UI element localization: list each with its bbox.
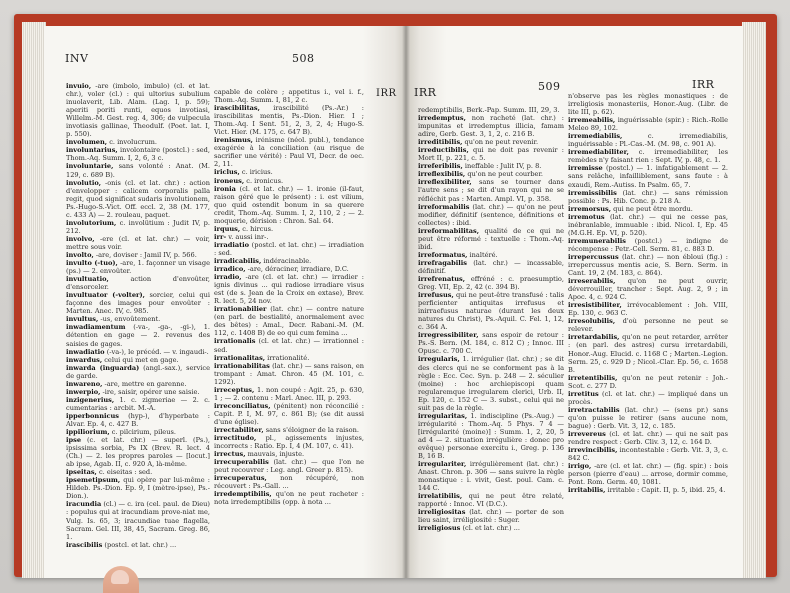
dictionary-column-3 — [418, 106, 564, 546]
entry-headword: irregularitas, — [418, 411, 468, 420]
entry-headword: irreconciliatus, — [214, 401, 271, 410]
entry-headword: irradiatio — [214, 240, 250, 249]
entry-definition: incontestable : Gerb. Vit. 3, 3, c. 842 C. — [568, 446, 728, 463]
entry-headword: irradio, — [214, 273, 242, 282]
entry-headword: irremediabiliter, — [568, 148, 629, 157]
dictionary-entry — [418, 291, 564, 331]
entry-headword: irresistibiliter, — [568, 301, 622, 310]
entry-definition: inguérissable (spir.) : Rich.-Rolle Meleo 89, 102. — [568, 116, 728, 133]
entry-headword: irremorsus, — [568, 204, 612, 213]
dictionary-entry — [214, 490, 364, 506]
entry-headword: irresolubilis, — [568, 317, 616, 326]
dictionary-entry — [568, 92, 728, 116]
entry-definition: (lat. chr.) — (sens pr.) sans qu'on puisse le retirer (sans aucune nom, bague) : Gerb. Vit. 3, 12, c. 185. — [568, 405, 728, 430]
entry-headword: inzigenerius, — [66, 395, 115, 404]
entry-definition: (lat. chr.) — qui ne cesse pas, inébranlable, immuable : ibid. Nicol. I, Ep. 45 (M.G.H. Ep. VI, p. 520). — [568, 212, 728, 237]
dictionary-entry — [66, 412, 210, 428]
entry-definition: (cl. et lat. chr.) — qui ne sait pas rendre respect : Gerb. Cliv. 3, 12, c. 164 D. — [568, 429, 728, 447]
dictionary-column-4 — [568, 92, 728, 540]
entry-definition: (pénitent) non réconcilié : Capit. P. I, M. 97, c. 861 B); (se dit aussi d'une église). — [214, 401, 364, 426]
entry-headword: irrationabilier — [214, 305, 267, 314]
entry-definition: irrégulièrement (lat. chr.) : Anast. Chron. p. 306 — sans suivre la règle monastique : i. vivit, Gest. poul. Cam. c. 144 C. — [418, 460, 564, 493]
entry-definition: c. eiseitas : sed. — [96, 468, 153, 477]
dictionary-entry — [66, 348, 210, 356]
entry-headword: irradico, — [214, 265, 246, 274]
dictionary-entry — [66, 275, 210, 291]
entry-headword: inwardus, — [66, 355, 103, 364]
entry-headword: irremeabilis, — [568, 116, 616, 125]
entry-definition: c. involütium : Judit IV, p. 212. — [66, 218, 210, 235]
entry-headword: irreformabilitas, — [418, 226, 480, 235]
entry-headword: inwadiatio — [66, 347, 105, 356]
dictionary-entry — [66, 235, 210, 251]
entry-headword: involumen, — [66, 138, 108, 147]
entry-headword: irascibilis — [66, 540, 103, 549]
dictionary-entry — [66, 380, 210, 388]
entry-definition: (-va-), le précéd. — v. ingaudi-. — [104, 347, 209, 356]
entry-headword: invultus, — [66, 315, 99, 324]
entry-definition: 1. indiscipline (Ps.-Aug.) — irrégularité : Thom.-Aq. 5 Phys. 7 4 — [irrégularité (moine)] : Summ. 1, 2, 20, 5 ad 4 — 2. situation irrégulière : donec pro evêque) personae exercitu i., Greg. p. 136 B, 16 B. — [418, 411, 564, 461]
dictionary-entry — [214, 458, 364, 474]
entry-definition: non récupéré, non récouvert : Ps.-Gall. ... — [214, 474, 364, 491]
entry-definition: indéracinable. — [261, 256, 312, 265]
dictionary-entry — [66, 468, 210, 476]
dictionary-entry — [66, 259, 210, 275]
dictionary-entry — [66, 323, 210, 347]
dictionary-entry — [418, 170, 564, 178]
entry-headword: irrationabilitas — [214, 361, 270, 370]
entry-definition: qu'on ne peut retarder, arrêter : (en parl. des astres) cursu irretardabili, Honor.-Aug. Elucid. c. 1168 C ; Marten.-Legion. Serm. 25, c. 929 D ; Nicol.-Clar. Ep. 56, c. 1658 B. — [568, 333, 728, 374]
entry-definition: (c. et lat. chr.) — superl. (Ps.), ipsissima sorbia, Ps IX (Brev. R. lect. 4 (Ch.) — 2. les propres paroles — [locut.] ab ipse, Agab. II, c. 920 A, là-même. — [66, 436, 210, 469]
entry-headword: ipperbonnicus — [66, 411, 120, 420]
dictionary-entry — [418, 460, 564, 492]
dictionary-entry — [568, 374, 728, 390]
entry-definition: inaltéré. — [467, 250, 498, 259]
dictionary-entry — [568, 132, 728, 148]
entry-headword: involutorium, — [66, 218, 117, 227]
dictionary-entry — [214, 265, 364, 273]
entry-definition: (hyp-), d'hyperbate : Alvar. Ep. 4, c. 427 B. — [66, 411, 210, 428]
entry-definition: (lat. chr.) — sans rémission possible : Ps. Hib. Conc. p. 218 A. — [568, 188, 728, 205]
entry-headword: iriclus, — [214, 168, 240, 177]
entry-headword: ipseitas, — [66, 468, 97, 477]
dictionary-entry — [66, 219, 210, 235]
entry-definition: 1. c. zigmeriae — 2. c. cumentarias : arcbit. M.-A. — [66, 395, 210, 412]
entry-headword: irrecuperatus, — [214, 474, 267, 483]
dictionary-entry — [214, 426, 364, 434]
entry-definition: d'où personne ne peut se relever. — [568, 317, 728, 334]
entry-headword: irreceptus, — [214, 385, 255, 394]
entry-headword: irr- — [214, 232, 227, 241]
dictionary-entry — [418, 275, 564, 291]
dictionary-entry — [66, 396, 210, 412]
entry-definition: effréné : c. praesumptio, Greg. VII, Ep. 2, 42 (c. 394 B). — [418, 274, 564, 292]
entry-headword: irretractabilis — [568, 405, 620, 414]
entry-definition: (lat. chr.) — porter de son lieu saint, irréligiosité : Suger. — [418, 508, 564, 525]
dictionary-entry — [66, 388, 210, 396]
entry-headword: ippiliorium, — [66, 428, 110, 437]
entry-definition: c. pilcirium, pileus. — [109, 428, 176, 437]
dictionary-entry — [418, 524, 564, 532]
entry-definition: redemptibilis, Berk.-Pap. Summ. III, 29, 3. — [418, 106, 560, 114]
entry-definition: qui ne peut-être transfusé : talis perficienter antiquitas irrefusus et inirraefusus naturae (durant les deux natures du Christ), Ps.-Aquil. C. Fel. 1, 12, c. 364 A. — [418, 291, 564, 332]
dictionary-entry — [214, 185, 364, 225]
entry-definition: c. ironicus. — [244, 176, 284, 185]
entry-headword: irreflexibilis, — [418, 170, 466, 179]
entry-headword: irrigo, — [568, 462, 592, 471]
entry-definition: -onis (cl. et lat. chr.) : action d'envelopper : calicem corporalis palla regit, quod significat sudaris involutionem, Ps.-Hugo-S.-Vict. Off. eccl. 2, 38 (M. 177, c. 433 A) — 2. rouleau, paquet. — [66, 178, 210, 219]
entry-headword: irreditibilis, — [418, 138, 463, 147]
right-page-number: 509 — [538, 80, 561, 93]
dictionary-entry — [418, 227, 564, 251]
dictionary-entry — [568, 189, 728, 205]
dictionary-entry — [214, 168, 364, 176]
entry-definition: qu'on ne peut courber. — [465, 170, 543, 179]
entry-definition: capable de colère ; appetitus i., vel i. f., Thom.-Aq. Summ. I, 81, 2 c. — [214, 88, 364, 105]
entry-headword: invuio, — [66, 82, 92, 90]
entry-headword: irrevincibilis, — [568, 446, 618, 455]
dictionary-entry — [568, 205, 728, 213]
entry-definition: qu'on ne peut ouvrir, déverrouiller, trancher : Sept. Aug. 2, 9 ; in Apoc. 4, c. 924 C. — [568, 277, 728, 302]
dictionary-entry — [66, 146, 210, 162]
dictionary-entry — [568, 430, 728, 446]
entry-definition: (cl. et lat. chr.) ... — [460, 524, 521, 533]
dictionary-entry — [418, 138, 564, 146]
entry-definition: (cl. et lat. chr.) — irrationnel : sed. — [214, 337, 364, 354]
dictionary-entry — [418, 331, 564, 355]
entry-definition: ineffable : Julit IV, p. 8. — [462, 162, 542, 171]
entry-headword: irrefragabilis — [418, 258, 467, 267]
entry-definition: (lat. chr.) — contre nature (en parl. de bestialité, anormalement avec des bêtes) : Amal., Decr. Rabani.-M. (M. 112, c. 1408 B) de eo qui cum femina ... — [214, 305, 364, 338]
entry-definition: (angl.-sax.), service de garde. — [66, 363, 210, 380]
entry-definition: -us, envoûtement. — [98, 315, 161, 324]
entry-headword: irradicabilis, — [214, 256, 262, 265]
dictionary-entry — [214, 225, 364, 233]
entry-headword: irrectabiliter, — [214, 425, 264, 434]
entry-definition: v. aussi inr-. — [226, 232, 269, 241]
entry-headword: irrevereus — [568, 429, 606, 438]
entry-definition: c. hircus. — [240, 224, 274, 233]
entry-headword: irrelatibilis, — [418, 492, 463, 501]
dictionary-entry — [66, 436, 210, 468]
entry-definition: sans s'éloigner de la raison. — [263, 425, 359, 434]
entry-definition: n'observe pas les règles monastiques : de irreligiosis monasteriis, Honor.-Aug. (Libr. de lite III, p. 62). — [568, 92, 728, 117]
entry-headword: irredemptibilis, — [214, 490, 272, 499]
entry-definition: qui ne peut être relaté, rapporté : Innoc. VI (D.C.). — [418, 492, 564, 509]
dictionary-entry — [418, 259, 564, 275]
entry-definition: pl., agissements injustes, incorrects : Ratio. Ep. I, 4 (M. 107, c. 41). — [214, 434, 364, 451]
dictionary-entry — [66, 356, 210, 364]
dictionary-entry — [214, 386, 364, 402]
entry-headword: irrefusus, — [418, 291, 454, 300]
dictionary-entry — [418, 203, 564, 227]
entry-headword: invulto (-tuo), — [66, 259, 118, 268]
left-guide-word: INV — [65, 52, 89, 65]
entry-headword: involutio, — [66, 178, 102, 187]
entry-headword: ironia — [214, 184, 236, 193]
entry-definition: (cl. et lat. chr.) — impliqué dans un procès. — [568, 389, 728, 406]
dictionary-entry — [568, 301, 728, 317]
entry-definition: -ere (cl. et lat. chr.) — voir, mettre sous voir. — [66, 234, 210, 251]
dictionary-entry — [214, 362, 364, 386]
entry-definition: non racheté (lat. chr.) : impunitas et irredemptus illicia, famam adire, Gerb. Gest. 3, 1, 2, c. 216 B. — [418, 114, 564, 139]
dictionary-entry — [66, 428, 210, 436]
left-page-edges — [22, 22, 46, 578]
dictionary-entry — [66, 315, 210, 323]
entry-definition: -are (cl. et lat. chr.) — irradier : ignis divinus ... qui radiose irradiare visus est (de s. Jean de la Croix en extase), Brev. R. lect. 5, 24 nov. — [214, 273, 364, 306]
entry-headword: irrationalitas, — [214, 353, 266, 362]
dictionary-entry — [568, 333, 728, 373]
entry-headword: involto, — [66, 250, 94, 259]
entry-definition: irrationalité. — [265, 353, 310, 362]
dictionary-entry — [66, 138, 210, 146]
entry-headword: irrectus, — [214, 450, 246, 459]
dictionary-entry — [568, 446, 728, 462]
entry-definition: (cl. et lat. chr.) — 1. ironie (il-faut, raison géré que le présent) : i. est vilium, quo quid ostendit bonum in sa querere credit, Thom.-Aq. Summ. I, 2, 110, 2 ; — 2. moquerie, dérision : Chron. Sal. 64. — [214, 184, 364, 225]
dictionary-entry — [418, 146, 564, 162]
dictionary-entry — [66, 82, 210, 138]
dictionary-entry — [418, 106, 564, 114]
entry-headword: involuntarius, — [66, 146, 118, 155]
entry-definition: mauvais, injuste. — [245, 450, 305, 459]
dictionary-entry — [214, 337, 364, 353]
entry-definition: (cl.) — c. ira (cel. paul. de Dieu) : populus qui at iracundiam prove-niat me, Vulg. Is. 65, 3; iracundiae tuae flagella, Sacram. Gel. III, 38, 45, Sacram. Greg. 86, 1. — [66, 500, 210, 541]
dictionary-entry — [418, 114, 564, 138]
entry-headword: irredemptus, — [418, 114, 466, 123]
entry-headword: irrefrenatus, — [418, 274, 466, 283]
entry-headword: irregressibiliter, — [418, 331, 479, 340]
entry-headword: irreformabilis — [418, 202, 470, 211]
entry-headword: invultuatio, — [66, 275, 109, 284]
entry-definition: (lat. chr.) — qu'on ne peut modifier, définitif (sentence, définitions et collectes) : ibid. — [418, 202, 564, 227]
entry-headword: irreserabilis, — [568, 277, 616, 286]
right-page-edges — [742, 22, 766, 578]
entry-definition: (lat. chr.) — sans raison, en trompant : Amat. Chron. 45 (M. 101, c. 1292). — [214, 361, 364, 386]
entry-definition: action d'envoûter, d'ensorceler. — [66, 275, 210, 292]
entry-headword: inwareno, — [66, 379, 103, 388]
entry-definition: involontaire (postcl.) : sed, Thom.-Aq. Summ. I, 2, 6, 3 c. — [66, 146, 210, 163]
dictionary-entry — [214, 88, 364, 104]
dictionary-entry — [568, 164, 728, 188]
right-guide-word: IRR — [414, 86, 437, 99]
entry-definition: -ire, saisir, opérer une saisie. — [100, 387, 200, 396]
entry-headword: irreligiositas — [418, 508, 466, 517]
entry-headword: inwadiamentum — [66, 323, 126, 332]
entry-headword: involuntarie, — [66, 162, 114, 171]
entry-headword: irreformatus, — [418, 250, 468, 259]
entry-definition: -are, 1. façonner un visage (ps.) — 2. envoûter. — [66, 259, 210, 276]
dictionary-entry — [568, 390, 728, 406]
entry-headword: irrationalis — [214, 337, 256, 346]
entry-definition: qui ne doit pas revenir : Mort II, p. 221, c. 5. — [418, 146, 564, 163]
dictionary-entry — [214, 177, 364, 185]
entry-definition: (postcl. et lat. chr.) — irradiation : sed. — [214, 240, 364, 257]
entry-definition: c. irremediabilis, inguérissable : Pl.-Cas.-M. (M. 98, c. 901 A). — [568, 132, 728, 149]
dictionary-entry — [214, 450, 364, 458]
entry-definition: (lat. chr.) — incassable, définitif. — [418, 258, 564, 275]
dictionary-entry — [568, 148, 728, 164]
entry-headword: ipsemetipsum, — [66, 476, 121, 485]
dictionary-entry — [66, 364, 210, 380]
dictionary-entry — [568, 462, 728, 486]
dictionary-entry — [214, 241, 364, 257]
dictionary-entry — [214, 257, 364, 265]
entry-headword: irremunerabilis — [568, 236, 626, 245]
dictionary-entry — [418, 355, 564, 411]
entry-definition: 1. irrégulier (lat. chr.) ; se dit des clercs qui ne se conforment pas à la règle : Ecc. Cec. Syn. p. 248 — 2. séculier (moine) : hoc archiepiscopi quam regularemque irregularem clerici, Urb. II, Ep. 120, c. 152 C — 3. subst., celui qui ne suit pas de la règle. — [418, 355, 564, 412]
entry-definition: celui qui met en gage. — [102, 355, 179, 364]
entry-definition: (postcl.) — 1. infatigablement — 2. sans relâche, infailliblement, sans faute : à exaudi, Rem.-Autiss. In Psalm. 65, 7. — [568, 164, 728, 189]
dictionary-entry — [568, 406, 728, 430]
dictionary-entry — [568, 486, 728, 494]
entry-headword: irquus, — [214, 224, 241, 233]
dictionary-entry — [418, 251, 564, 259]
entry-headword: irretardabilis, — [568, 333, 620, 342]
entry-headword: inwerpio, — [66, 387, 101, 396]
entry-definition: irénisme (néol. publ.), tendance exagérée à la conciliation (au risque de sacrifier une vérité) : Paul VI, Decr. de oec. 2, 11. — [214, 136, 364, 169]
entry-headword: ironeus, — [214, 176, 245, 185]
entry-headword: irregulariter, — [418, 460, 467, 469]
entry-headword: irregularis, — [418, 355, 460, 364]
entry-headword: ipse — [66, 436, 82, 445]
entry-definition: irascibilité (Ps.-Ar.) : irascibilitas mentis, Ps.-Dion. Hier. I ; Thom.-Aq. I Sent. 51, 2, 3, 2, 4; Hugo-S. Vict. Hier. (M. 175, c. 647 B). — [214, 104, 364, 137]
entry-headword: irretentibilis, — [568, 373, 618, 382]
dictionary-entry — [568, 116, 728, 132]
dictionary-column-1 — [66, 82, 210, 550]
dictionary-entry — [418, 492, 564, 508]
entry-headword: iracundia — [66, 500, 102, 509]
entry-definition: c. irremediabiliter, les remèdes n'y faisant rien : Sept. IV, p. 48, c. 1. — [568, 148, 728, 165]
entry-headword: irrectitudo, — [214, 434, 257, 443]
entry-headword: irretitus — [568, 389, 599, 398]
entry-headword: irremissibilis — [568, 188, 617, 197]
entry-headword: irremotus — [568, 212, 605, 221]
entry-headword: irrecuperabilis — [214, 458, 269, 467]
entry-headword: irritabilis, — [568, 486, 606, 495]
entry-definition: (postcl. et lat. chr.) ... — [102, 540, 177, 549]
dictionary-entry — [66, 251, 210, 259]
entry-definition: (postcl.) — indigne de récompense : Petr.-Cell. Serm. 81, c. 883 D. — [568, 236, 728, 253]
entry-definition: qui opère par lui-même : Hildeb. Ps.-Dion. Ep. 9, I (mètre-ipse), Ps.-Dion.). — [66, 476, 210, 501]
entry-definition: (-va-, -ga-, -gi-), 1. détention en gage — 2. revenus des saisies de gages. — [66, 323, 210, 348]
entry-headword: irenismus, — [214, 136, 253, 145]
entry-definition: c. involucrum. — [107, 138, 157, 147]
dictionary-entry — [66, 476, 210, 500]
entry-definition: (lat. chr.) — que l'on ne peut recouvrer : Leg. angl. Greer p. 815). — [214, 458, 364, 475]
dictionary-entry — [418, 178, 564, 202]
entry-definition: qu'on ne peut racheter : nota irredemptibilis (opp. à nota ... — [214, 490, 364, 507]
dictionary-entry — [568, 317, 728, 333]
dictionary-entry — [214, 434, 364, 450]
entry-headword: irremediabilis, — [568, 132, 623, 141]
dictionary-entry — [214, 136, 364, 168]
dictionary-entry — [66, 179, 210, 219]
entry-headword: irreductibilis, — [418, 146, 469, 155]
entry-headword: inwarda (inguarda) — [66, 363, 140, 372]
dictionary-entry — [214, 104, 364, 136]
entry-definition: -are, mettre en garenne. — [102, 379, 187, 388]
dictionary-entry — [66, 162, 210, 178]
entry-headword: irrepercussus — [568, 252, 619, 261]
dictionary-entry — [214, 474, 364, 490]
right-guide-word-far: IRR — [692, 78, 715, 91]
dictionary-entry — [214, 233, 364, 241]
dictionary-entry — [214, 354, 364, 362]
entry-definition: sans se tourner dans l'autre sens ; se dit d'un rayon qui ne se réfléchit pas : Marten. Ampl. VI, p. 358. — [418, 178, 564, 203]
dictionary-entry — [418, 412, 564, 460]
dictionary-entry — [418, 508, 564, 524]
dictionary-entry — [568, 277, 728, 301]
entry-definition: c. iricius. — [239, 168, 273, 177]
entry-headword: irreligiosus — [418, 524, 461, 533]
left-guide-word-second: IRR — [376, 88, 397, 99]
entry-definition: irrévocablement : Joh. VIII, Ep. 130, c. 963 C. — [568, 301, 728, 318]
book-gutter — [402, 26, 410, 578]
dictionary-entry — [568, 253, 728, 277]
entry-definition: -are, doviser : Jamil IV, p. 566. — [93, 250, 197, 259]
entry-headword: irascibilitas, — [214, 104, 260, 113]
entry-definition: qu'on ne peut revenir. — [462, 138, 539, 147]
entry-headword: irremisse — [568, 164, 603, 173]
entry-definition: qualité de ce qui ne peut être réformé : textuelle : Thom.-Aq. ibid. — [418, 226, 564, 251]
entry-headword: involvo, — [66, 234, 95, 243]
entry-definition: (lat. chr.) — non ébloui (fig.) : irrepercussus mentis acie, S. Bern. Serm. in Cant. 19, 2 (M. 183, c. 864). — [568, 252, 728, 278]
entry-headword: irreflexibiliter, — [418, 178, 472, 187]
dictionary-entry — [66, 541, 210, 549]
entry-definition: qui ne peut être mordu. — [611, 204, 693, 213]
dictionary-entry — [568, 213, 728, 237]
entry-definition: -are (imbolo, imbulo) (cl. et lat. chr.), voler (cl.) : qui ultorius subulium inuolaverit, Lib. Alam. (Lag. I, p. 59); aperiti poriti runti, equos invotiasi, Willelm.-M. Gest. reg. 4, 306; de vulpecula invotiasis gallinae, Theodulf. (Poet. lat. I, p. 550). — [66, 82, 210, 139]
entry-definition: qu'on ne peut retenir : Joh.-Scot. c. 277 D. — [568, 373, 728, 390]
dictionary-entry — [214, 305, 364, 337]
entry-definition: irritable : Capit. II, p. 5, ibid. 25, 4. — [605, 486, 726, 495]
entry-headword: invultuator (-volter), — [66, 291, 145, 300]
entry-definition: sans volonté : Anat. (M. 129, c. 689 B). — [66, 162, 210, 179]
dictionary-entry — [568, 237, 728, 253]
dictionary-column-2 — [214, 88, 364, 528]
dictionary-entry — [66, 291, 210, 315]
entry-definition: -are, déraciner, irradiare, D.C. — [245, 265, 349, 274]
entry-definition: 1. non coupé : Agit. 25, p. 630, 1 ; — 2. contenu : Marl. Anec. III, p. 293. — [214, 385, 364, 402]
dictionary-entry — [418, 162, 564, 170]
left-page-number: 508 — [292, 52, 315, 65]
entry-headword: irreferibilis, — [418, 162, 463, 171]
dictionary-entry — [66, 500, 210, 540]
entry-definition: -are (cl. et lat. chr.) — (fig. spir.) : bois person (pierre d'eau) ... arrose, dormir comme, Pont. Rom. Germ. 40, 1081. — [568, 462, 728, 487]
entry-definition: sorcier, celui qui façonne des images pour envoûter : Marten. Anec. IV, c. 985. — [66, 291, 210, 316]
dictionary-entry — [214, 273, 364, 305]
entry-definition: sans espoir de retour : Ps.-S. Bern. (M. 184, c. 812 C) ; Innoc. III Opusc. c. 700 C. — [418, 331, 564, 356]
thumbnail — [111, 570, 129, 584]
dictionary-entry — [214, 402, 364, 426]
